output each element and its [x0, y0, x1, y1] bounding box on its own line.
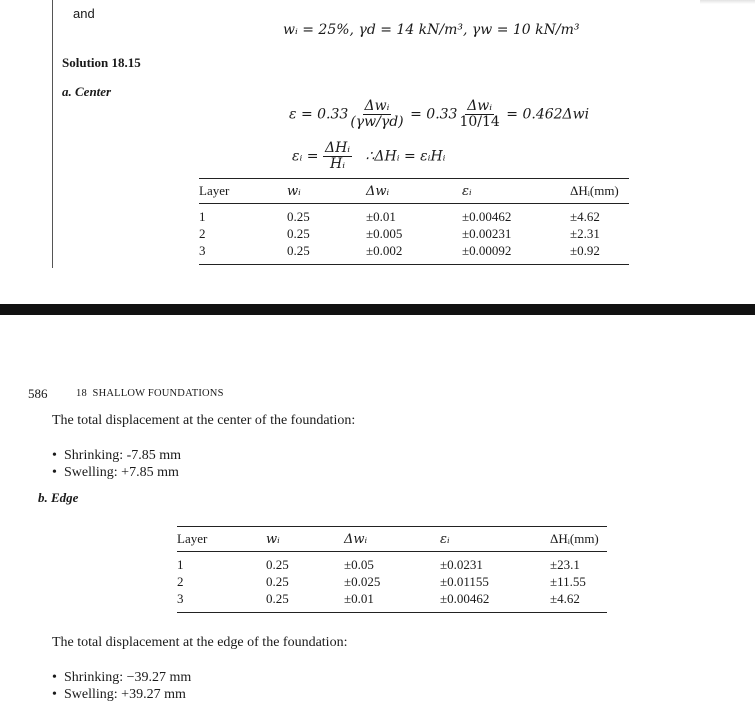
- cell: 0.25: [287, 209, 310, 224]
- eq-mid: = 0.33: [410, 106, 458, 123]
- header-layer: Layer: [199, 179, 287, 204]
- and-word: and: [73, 6, 95, 21]
- cell: 1: [177, 557, 184, 572]
- running-head: 18 SHALLOW FOUNDATIONS: [76, 388, 224, 399]
- fraction-3: [323, 141, 352, 172]
- cell: 3: [199, 243, 287, 265]
- cell: 2: [199, 226, 206, 241]
- fraction-1-denominator: (γw/γd): [350, 114, 404, 130]
- table-row: [199, 226, 629, 243]
- page-number: 586: [28, 386, 48, 401]
- fraction-3-numerator: ΔHᵢ: [324, 140, 351, 156]
- header-w: wᵢ: [287, 179, 366, 204]
- fraction-1-numerator: Δwᵢ: [364, 98, 390, 114]
- table-row: [199, 204, 629, 227]
- eq2-therefore: ∴ΔHᵢ = εᵢHᵢ: [365, 148, 446, 165]
- solution-heading: Solution 18.15: [62, 55, 141, 70]
- edge-layer-table: [177, 526, 607, 613]
- cell: ±0.01: [344, 591, 440, 613]
- cell: ±23.1: [550, 557, 580, 572]
- table-row: [177, 552, 607, 575]
- header-delta-h: ΔHᵢ(mm): [550, 527, 607, 552]
- eq-lhs: ε = 0.33: [289, 106, 349, 123]
- list-item: • Shrinking: −39.27 mm: [52, 669, 191, 686]
- section-heading-edge: b. Edge: [38, 490, 79, 505]
- cell: ±0.0231: [440, 557, 483, 572]
- cell: 0.25: [266, 591, 344, 613]
- page-divider: [0, 304, 755, 315]
- fraction-2: [457, 99, 501, 130]
- given-equation: wᵢ = 25%, γd = 14 kN/m³, γw = 10 kN/m³: [283, 22, 580, 38]
- cell: ±0.002: [366, 243, 462, 265]
- table-header-row: [177, 527, 607, 552]
- margin-rule: [52, 0, 53, 268]
- header-delta-h: ΔHᵢ(mm): [570, 179, 629, 204]
- eq-result: = 0.462Δwi: [506, 106, 590, 123]
- cell: 0.25: [287, 243, 366, 265]
- center-result-list: [52, 447, 181, 481]
- fraction-1: [348, 99, 405, 130]
- cell: 0.25: [287, 226, 310, 241]
- header-epsilon: εᵢ: [462, 179, 570, 204]
- cell: 2: [177, 574, 184, 589]
- table-row: [199, 243, 629, 265]
- section-heading-center: a. Center: [62, 84, 112, 99]
- fraction-2-denominator: 10/14: [459, 114, 500, 130]
- cell: ±11.55: [550, 574, 586, 589]
- cell: 0.25: [266, 557, 289, 572]
- list-item: • Swelling: +39.27 mm: [52, 686, 191, 703]
- cell: ±0.01: [366, 209, 396, 224]
- displacement-equation: [292, 141, 446, 172]
- table-row: [177, 591, 607, 613]
- cell: ±0.005: [366, 226, 403, 241]
- header-layer: Layer: [177, 527, 266, 552]
- edge-result-list: [52, 669, 191, 703]
- cell: ±4.62: [550, 591, 607, 613]
- strain-equation: [289, 99, 589, 130]
- edge-total-text: The total displacement at the edge of the foundation:: [52, 635, 348, 650]
- cell: ±0.01155: [440, 574, 489, 589]
- cell: 3: [177, 591, 266, 613]
- cell: ±2.31: [570, 226, 600, 241]
- cell: ±4.62: [570, 209, 600, 224]
- eq2-lhs: εᵢ =: [292, 148, 319, 165]
- list-item: • Swelling: +7.85 mm: [52, 464, 181, 481]
- header-delta-w: Δwᵢ: [366, 179, 462, 204]
- center-layer-table: [199, 178, 629, 265]
- cell: ±0.92: [570, 243, 629, 265]
- cell: 1: [199, 209, 206, 224]
- header-w: wᵢ: [266, 527, 344, 552]
- list-item: • Shrinking: -7.85 mm: [52, 447, 181, 464]
- table-row: [177, 574, 607, 591]
- cell: ±0.00231: [462, 226, 512, 241]
- header-delta-w: Δwᵢ: [344, 527, 440, 552]
- cell: ±0.00462: [462, 209, 512, 224]
- cell: ±0.00462: [440, 591, 550, 613]
- table-header-row: [199, 179, 629, 204]
- fraction-3-denominator: Hᵢ: [330, 156, 346, 172]
- center-total-text: The total displacement at the center of the foundation:: [52, 413, 356, 428]
- cell: 0.25: [266, 574, 289, 589]
- cell: ±0.00092: [462, 243, 570, 265]
- fraction-2-numerator: Δwᵢ: [467, 98, 493, 114]
- page-corner-shadow: [700, 0, 755, 4]
- cell: ±0.025: [344, 574, 381, 589]
- header-epsilon: εᵢ: [440, 527, 550, 552]
- cell: ±0.05: [344, 557, 374, 572]
